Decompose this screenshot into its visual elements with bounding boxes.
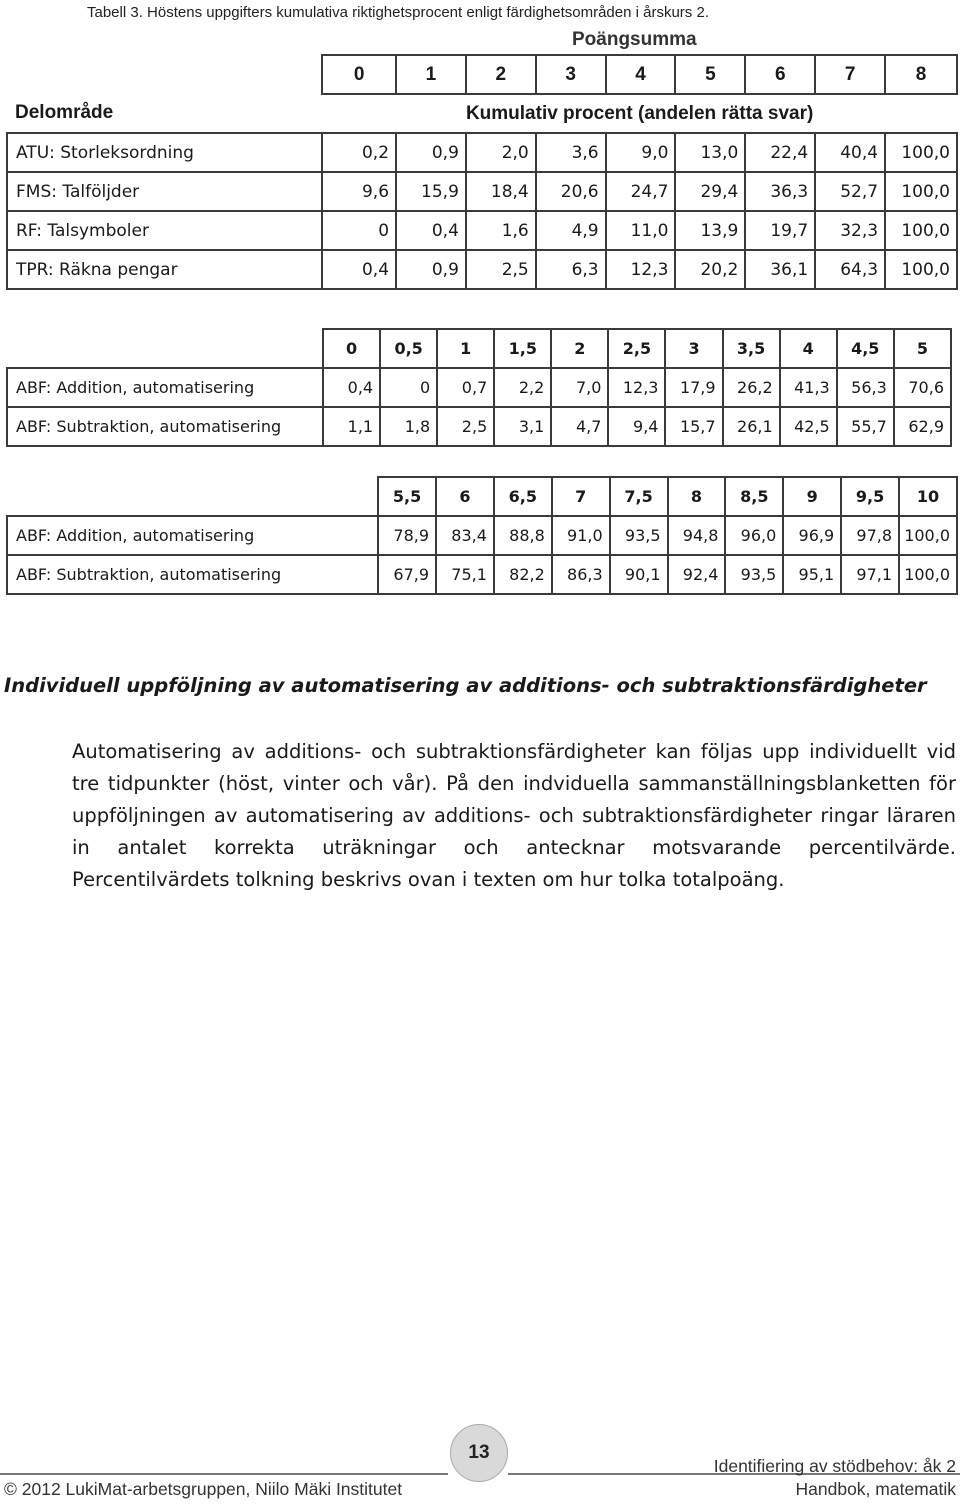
cell: 0,9 bbox=[396, 133, 466, 172]
cell: 0,4 bbox=[323, 368, 380, 407]
cell: 97,1 bbox=[841, 555, 899, 594]
cell: 29,4 bbox=[675, 172, 745, 211]
row-label: ATU: Storleksordning bbox=[7, 133, 322, 172]
column-header: 5,5 bbox=[378, 477, 436, 516]
column-header: 9,5 bbox=[841, 477, 899, 516]
cell: 22,4 bbox=[745, 133, 815, 172]
cell: 0 bbox=[322, 211, 396, 250]
cumulative-percent-label: Kumulativ procent (andelen rätta svar) bbox=[322, 94, 957, 133]
column-header: 1 bbox=[396, 55, 466, 94]
table-row bbox=[7, 368, 951, 407]
cell: 88,8 bbox=[494, 516, 552, 555]
footer-copyright: © 2012 LukiMat-arbetsgruppen, Niilo Mäki Institutet bbox=[4, 1479, 403, 1499]
column-header: 5 bbox=[894, 329, 951, 368]
cell: 83,4 bbox=[436, 516, 494, 555]
cell: 100,0 bbox=[899, 555, 957, 594]
cell: 18,4 bbox=[466, 172, 536, 211]
cell: 1,8 bbox=[380, 407, 437, 446]
score-sum-header: Poängsumma bbox=[572, 29, 697, 50]
cell: 7,0 bbox=[551, 368, 608, 407]
cell: 9,6 bbox=[322, 172, 396, 211]
cell: 4,9 bbox=[536, 211, 606, 250]
column-header: 0,5 bbox=[380, 329, 437, 368]
cell: 41,3 bbox=[780, 368, 837, 407]
page-number-badge: 13 bbox=[450, 1424, 508, 1482]
cell: 6,3 bbox=[536, 250, 606, 289]
row-label: RF: Talsymboler bbox=[7, 211, 322, 250]
cell: 0,7 bbox=[437, 368, 494, 407]
cell: 11,0 bbox=[606, 211, 676, 250]
cell: 20,6 bbox=[536, 172, 606, 211]
cell: 94,8 bbox=[668, 516, 726, 555]
cell: 96,0 bbox=[725, 516, 783, 555]
column-header: 5 bbox=[675, 55, 745, 94]
cell: 17,9 bbox=[665, 368, 722, 407]
cell: 67,9 bbox=[378, 555, 436, 594]
footer-divider-left bbox=[0, 1473, 448, 1475]
cell: 62,9 bbox=[894, 407, 951, 446]
table-header-row bbox=[7, 477, 957, 516]
cell: 93,5 bbox=[610, 516, 668, 555]
footer-doc-subtitle: Handbok, matematik bbox=[795, 1479, 956, 1499]
cell: 12,3 bbox=[608, 368, 665, 407]
table-subareas bbox=[6, 54, 958, 290]
cell: 3,6 bbox=[536, 133, 606, 172]
table-row bbox=[7, 172, 957, 211]
cell: 1,6 bbox=[466, 211, 536, 250]
table-row bbox=[7, 250, 957, 289]
cell: 2,0 bbox=[466, 133, 536, 172]
cell: 15,7 bbox=[665, 407, 722, 446]
column-header: 3 bbox=[665, 329, 722, 368]
cell: 20,2 bbox=[675, 250, 745, 289]
cell: 78,9 bbox=[378, 516, 436, 555]
section-heading: Individuell uppföljning av automatisering av additions- och subtraktionsfärdigheter bbox=[4, 674, 927, 697]
cell: 96,9 bbox=[783, 516, 841, 555]
cell: 32,3 bbox=[815, 211, 885, 250]
column-header: 8 bbox=[885, 55, 957, 94]
column-header: 1,5 bbox=[494, 329, 551, 368]
table-row bbox=[7, 211, 957, 250]
row-label: ABF: Subtraktion, automatisering bbox=[7, 407, 323, 446]
row-label: ABF: Addition, automatisering bbox=[7, 368, 323, 407]
table-abf-part1 bbox=[6, 328, 952, 447]
column-header: 9 bbox=[783, 477, 841, 516]
column-header: 6,5 bbox=[494, 477, 552, 516]
cell: 36,1 bbox=[745, 250, 815, 289]
cell: 19,7 bbox=[745, 211, 815, 250]
cell: 70,6 bbox=[894, 368, 951, 407]
column-header: 7,5 bbox=[610, 477, 668, 516]
cell: 52,7 bbox=[815, 172, 885, 211]
row-label: ABF: Addition, automatisering bbox=[7, 516, 378, 555]
cell: 100,0 bbox=[899, 516, 957, 555]
cell: 100,0 bbox=[885, 172, 957, 211]
cell: 42,5 bbox=[780, 407, 837, 446]
cell: 100,0 bbox=[885, 211, 957, 250]
cell: 0,4 bbox=[396, 211, 466, 250]
column-header: 7 bbox=[815, 55, 885, 94]
column-header: 3,5 bbox=[723, 329, 780, 368]
table-subheader-row bbox=[7, 94, 957, 133]
cell: 95,1 bbox=[783, 555, 841, 594]
cell: 0 bbox=[380, 368, 437, 407]
column-header: 4 bbox=[780, 329, 837, 368]
cell: 24,7 bbox=[606, 172, 676, 211]
table-header-row bbox=[7, 329, 951, 368]
column-header: 6 bbox=[436, 477, 494, 516]
column-header: 8 bbox=[668, 477, 726, 516]
row-label: ABF: Subtraktion, automatisering bbox=[7, 555, 378, 594]
cell: 0,9 bbox=[396, 250, 466, 289]
cell: 13,9 bbox=[675, 211, 745, 250]
table-row bbox=[7, 516, 957, 555]
table-abf-part2 bbox=[6, 476, 958, 595]
cell: 2,2 bbox=[494, 368, 551, 407]
column-header: 2,5 bbox=[608, 329, 665, 368]
cell: 97,8 bbox=[841, 516, 899, 555]
column-header: 10 bbox=[899, 477, 957, 516]
cell: 92,4 bbox=[668, 555, 726, 594]
table-row bbox=[7, 407, 951, 446]
cell: 15,9 bbox=[396, 172, 466, 211]
cell: 86,3 bbox=[552, 555, 610, 594]
cell: 4,7 bbox=[551, 407, 608, 446]
cell: 100,0 bbox=[885, 250, 957, 289]
cell: 90,1 bbox=[610, 555, 668, 594]
column-header: 7 bbox=[552, 477, 610, 516]
cell: 56,3 bbox=[837, 368, 894, 407]
cell: 93,5 bbox=[725, 555, 783, 594]
column-header: 4,5 bbox=[837, 329, 894, 368]
row-header-label: Delområde bbox=[7, 94, 322, 133]
column-header: 1 bbox=[437, 329, 494, 368]
cell: 9,0 bbox=[606, 133, 676, 172]
footer-doc-title: Identifiering av stödbehov: åk 2 bbox=[713, 1456, 956, 1476]
cell: 100,0 bbox=[885, 133, 957, 172]
cell: 12,3 bbox=[606, 250, 676, 289]
cell: 0,4 bbox=[322, 250, 396, 289]
column-header: 3 bbox=[536, 55, 606, 94]
cell: 0,2 bbox=[322, 133, 396, 172]
row-label: FMS: Talföljder bbox=[7, 172, 322, 211]
column-header: 2 bbox=[551, 329, 608, 368]
column-header: 0 bbox=[322, 55, 396, 94]
cell: 9,4 bbox=[608, 407, 665, 446]
cell: 13,0 bbox=[675, 133, 745, 172]
cell: 36,3 bbox=[745, 172, 815, 211]
cell: 26,2 bbox=[723, 368, 780, 407]
cell: 82,2 bbox=[494, 555, 552, 594]
cell: 75,1 bbox=[436, 555, 494, 594]
column-header: 4 bbox=[606, 55, 676, 94]
cell: 3,1 bbox=[494, 407, 551, 446]
table-caption: Tabell 3. Höstens uppgifters kumulativa riktighetsprocent enligt färdighetsområden i årskurs 2. bbox=[87, 4, 709, 21]
row-label: TPR: Räkna pengar bbox=[7, 250, 322, 289]
body-paragraph: Automatisering av additions- och subtraktionsfärdigheter kan följas upp individuellt vid tre tidpunkter (höst, vinter och vår). På den indviduella sammanställningsblanketten för uppföljningen av automatisering av additions- och subtraktionsfärdigheter ringar läraren in antalet korrekta uträkningar och antecknar motsvarande percentilvärde. Percentilvärdets tolkning beskrivs ovan i texten om hur tolka totalpoäng. bbox=[72, 740, 956, 891]
cell: 2,5 bbox=[437, 407, 494, 446]
table-row bbox=[7, 555, 957, 594]
cell: 55,7 bbox=[837, 407, 894, 446]
cell: 40,4 bbox=[815, 133, 885, 172]
cell: 64,3 bbox=[815, 250, 885, 289]
column-header: 0 bbox=[323, 329, 380, 368]
table-header-row bbox=[7, 55, 957, 94]
cell: 26,1 bbox=[723, 407, 780, 446]
table-row bbox=[7, 133, 957, 172]
column-header: 2 bbox=[466, 55, 536, 94]
cell: 2,5 bbox=[466, 250, 536, 289]
column-header: 8,5 bbox=[725, 477, 783, 516]
column-header: 6 bbox=[745, 55, 815, 94]
cell: 1,1 bbox=[323, 407, 380, 446]
cell: 91,0 bbox=[552, 516, 610, 555]
